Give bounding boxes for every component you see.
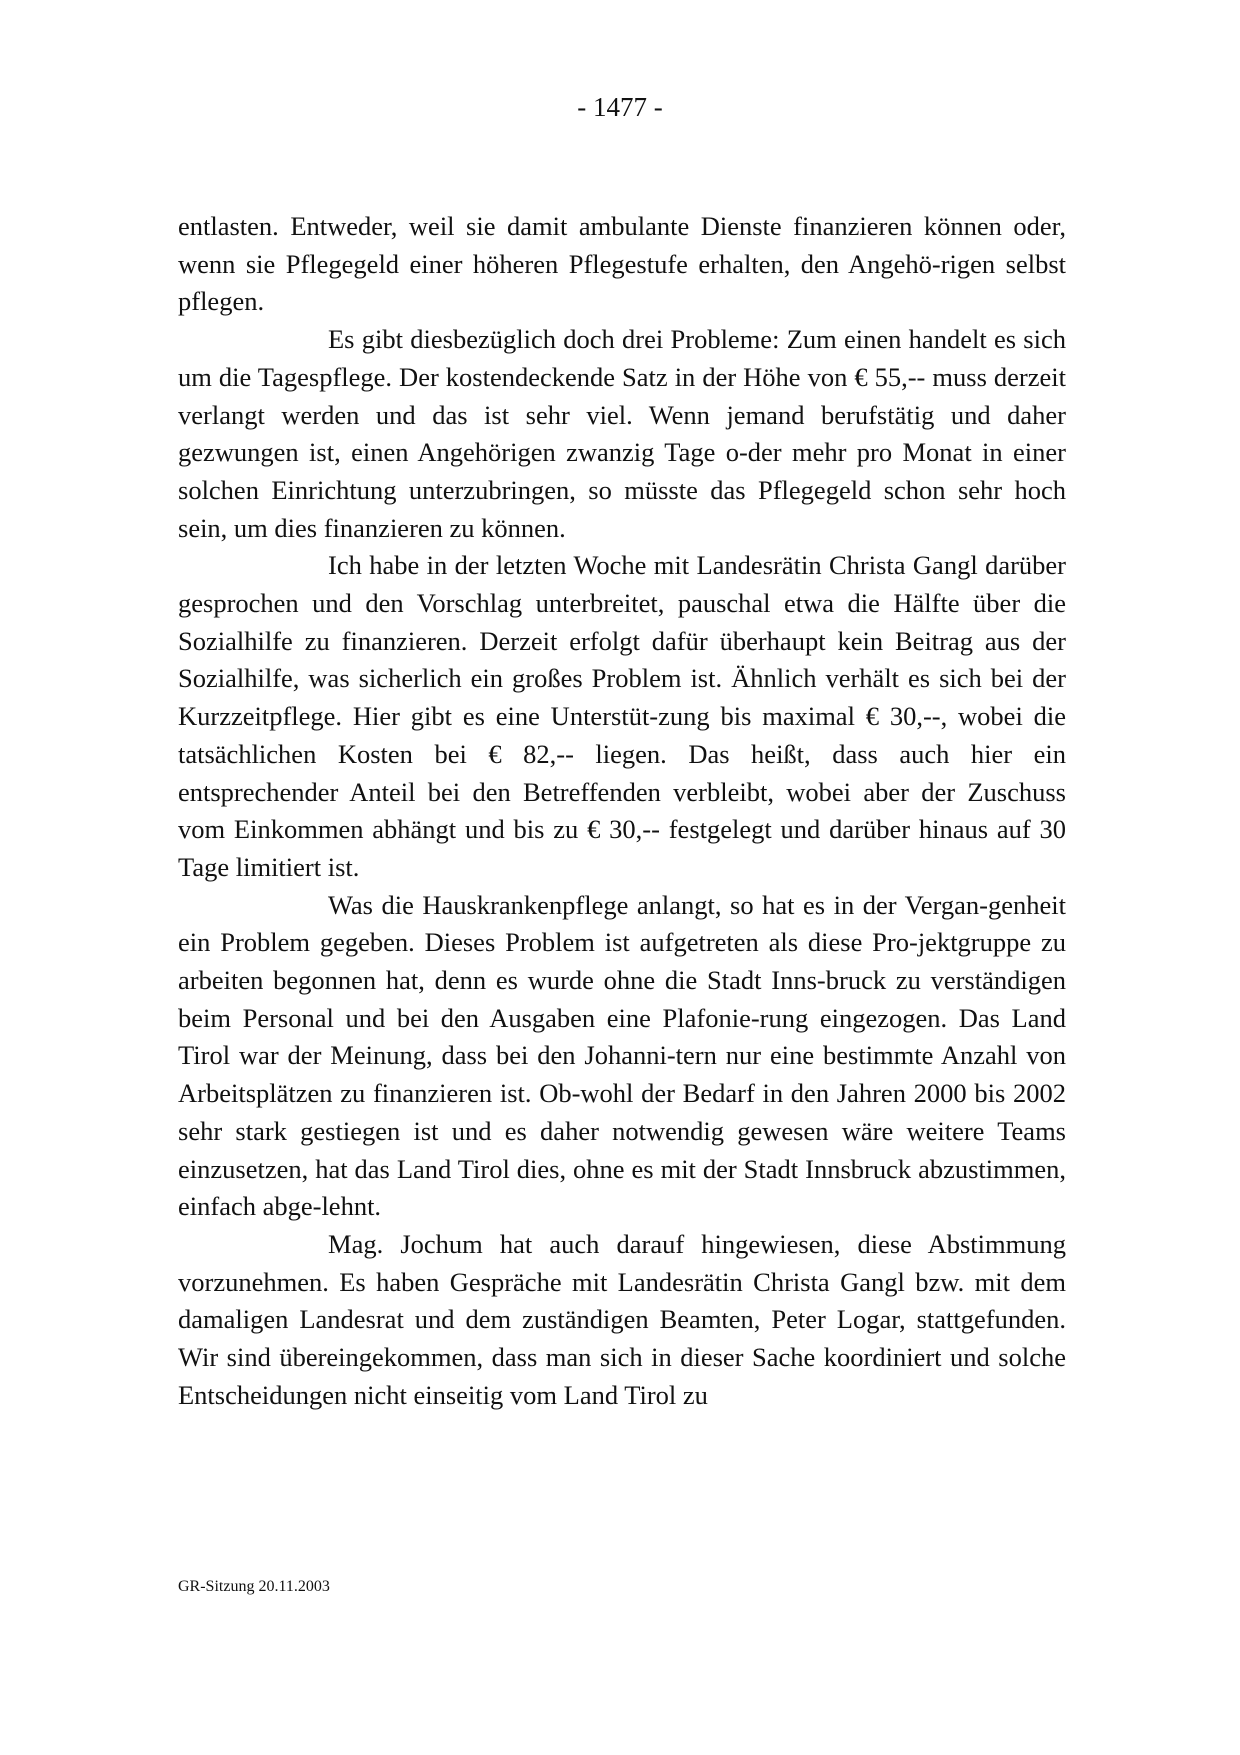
paragraph-3: Ich habe in der letzten Woche mit Landesrätin Christa Gangl darüber gesprochen und den Vorschlag unterbreitet, pauschal etwa die Hälfte über die Sozialhilfe zu finanzieren. Derzeit erfolgt dafür überhaupt kein Beitrag aus der Sozialhilfe, was sicherlich ein großes Problem ist. Ähnlich verhält es sich bei der Kurzzeitpflege. Hier gibt es eine Unterstüt-zung bis maximal € 30,--, wobei die tatsächlichen Kosten bei € 82,-- liegen. Das heißt, dass auch hier ein entsprechender Anteil bei den Betreffenden verbleibt, wobei aber der Zuschuss vom Einkommen abhängt und bis zu € 30,-- festgelegt und darüber hinaus auf 30 Tage limitiert ist. xyxy=(178,550,1066,882)
body-text xyxy=(178,208,1066,1415)
paragraph-4: Was die Hauskrankenpflege anlangt, so hat es in der Vergan-genheit ein Problem gegeben. Dieses Problem ist aufgetreten als diese Pro-jektgruppe zu arbeiten begonnen hat, denn es wurde ohne die Stadt Inns-bruck zu verständigen beim Personal und bei den Ausgaben eine Plafonie-rung eingezogen. Das Land Tirol war der Meinung, dass bei den Johanni-tern nur eine bestimmte Anzahl von Arbeitsplätzen zu finanzieren ist. Ob-wohl der Bedarf in den Jahren 2000 bis 2002 sehr stark gestiegen ist und es daher notwendig gewesen wäre weitere Teams einzusetzen, hat das Land Tirol dies, ohne es mit der Stadt Innsbruck abzustimmen, einfach abge-lehnt. xyxy=(178,889,1066,1222)
paragraph-5: Mag. Jochum hat auch darauf hingewiesen, diese Abstimmung vorzunehmen. Es haben Gespräche mit Landesrätin Christa Gangl bzw. mit dem damaligen Landesrat und dem zuständigen Beamten, Peter Logar, stattgefunden. Wir sind übereingekommen, dass man sich in dieser Sache koordiniert und solche Entscheidungen nicht einseitig vom Land Tirol zu xyxy=(178,1228,1066,1410)
page-number: - 1477 - xyxy=(577,92,663,122)
paragraph-2: Es gibt diesbezüglich doch drei Probleme: Zum einen handelt es sich um die Tagespflege. Der kostendeckende Satz in der Höhe von € 55,-- muss derzeit verlangt werden und das ist sehr viel. Wenn jemand berufstätig und daher gezwungen ist, einen Angehörigen zwanzig Tage o-der mehr pro Monat in einer solchen Einrichtung unterzubringen, so müsste das Pflegegeld schon sehr hoch sein, um dies finanzieren zu können. xyxy=(178,324,1066,543)
footer-session-date: GR-Sitzung 20.11.2003 xyxy=(178,1578,330,1595)
paragraph-1: entlasten. Entweder, weil sie damit ambulante Dienste finanzieren können oder, wenn sie Pflegegeld einer höheren Pflegestufe erhalten, den Angehö-rigen selbst pflegen. xyxy=(178,211,1066,317)
